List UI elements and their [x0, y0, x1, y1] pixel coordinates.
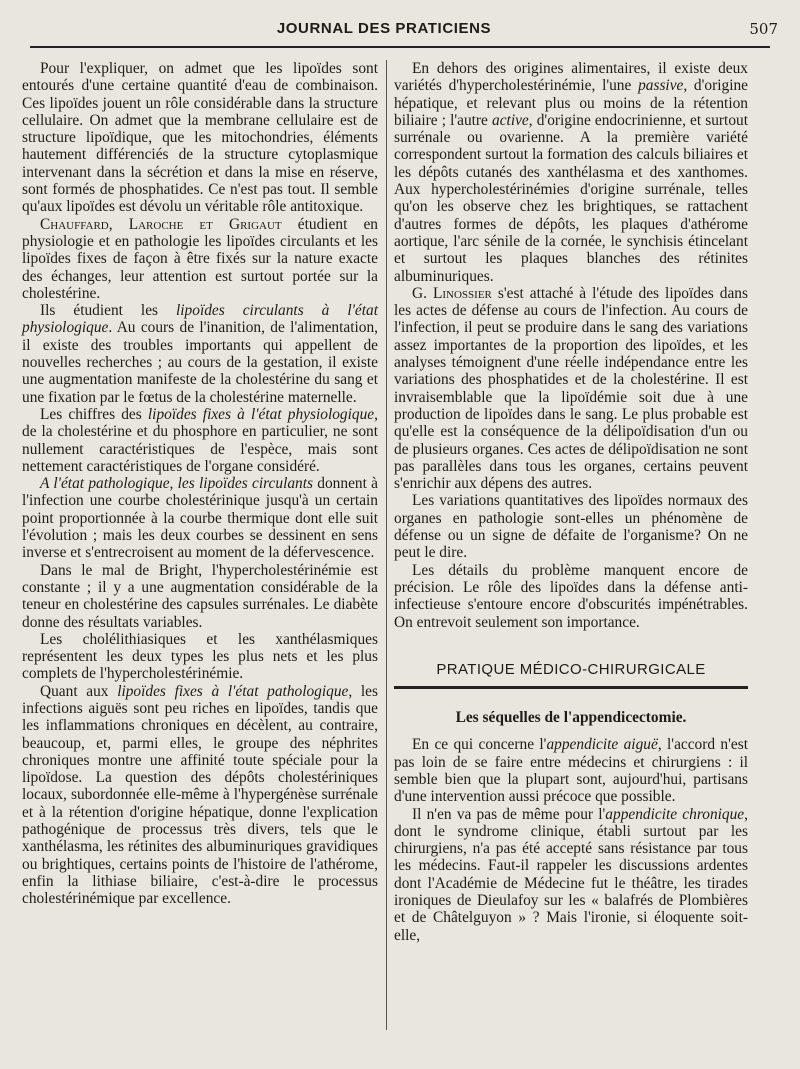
emphasis: lipoïdes fixes à l'état physiologique [147, 405, 375, 423]
emphasis: lipoïdes circulants à l'état physiologique [22, 302, 378, 337]
paragraph-text: . Au cours de l'inanition, de l'alimentation, il existe des troubles importants qui appellent de nouvelles recherches ; au cours de la gestation, il existe une augmentation manifeste de la cholestérine du sang et une fixation par le fœtus de la cholestérine maternelle. [22, 319, 378, 406]
paragraph-text: En ce qui concerne l' [412, 736, 547, 754]
section-rule [394, 686, 748, 689]
paragraph [22, 683, 378, 908]
paragraph-text: , d'origine endocrinienne, et surtout surrénale ou ovarienne. A la première variété correspondent surtout la formation des calculs biliaires et les dépôts cutanés des xanthélasma et des xanthomes. Aux hypercholestérinémies d'origine surrénale, telles qu'on les observe chez les brightiques, se rattachent d'autres formes de dépôts, les plaques d'athérome aortique, l'arc sénile de la cornée, le synchisis étincelant et surtout les plaques blanches des rétinites albuminuriques. [394, 111, 749, 285]
emphasis: appendicite chronique [605, 805, 745, 823]
emphasis: active [492, 111, 529, 129]
paragraph: Pour l'expliquer, on admet que les lipoïdes sont entourés d'une certaine quantité d'eau de combinaison. Ces lipoïdes jouent un rôle considérable dans la structure cellulaire. On admet que la membrane cellulaire est de structure lipoïdique, que les mitochondries, éléments hautement différenciés de la structure cytoplasmique intervenant dans la sécrétion et dans la mise en réserve, sont formés de phosphatides. Ce n'est pas tout. Il semble qu'aux lipoïdes est dévolu un véritable rôle antitoxique. [22, 60, 378, 216]
paragraph [394, 736, 748, 805]
paragraph-text: , de la cholestérine et du phosphore en particulier, ne sont nullement caractéristiques de l'espèce, mais sont nettement caractéristiques de l'organe considéré. [22, 405, 378, 475]
paragraph [22, 216, 378, 302]
paragraph-text: En dehors des origines alimentaires, il existe deux variétés d'hypercholestérinémie, l'une [394, 60, 748, 95]
paragraph-text: Quant aux [40, 682, 118, 700]
paragraph-text: Ils étudient les [40, 302, 176, 320]
emphasis: lipoïdes fixes à l'état pathologique [117, 682, 349, 700]
paragraph [22, 406, 378, 475]
right-column [394, 60, 748, 944]
paragraph: Les variations quantitatives des lipoïdes normaux des organes en pathologie sont-elles un phénomène de défense ou un signe de défaite de l'organisme? On ne peut le dire. [394, 492, 748, 562]
paragraph-text: , d'origine hépatique, et relevant plus ou moins de la rétention biliaire ; l'autre [394, 77, 748, 129]
paragraph-text: , l'accord n'est pas loin de se faire entre médecins et chirurgiens : il semble bien que la plupart sont, aujourd'hui, partisans d'une intervention aussi précoce que possible. [394, 736, 749, 806]
paragraph-text: Il n'en va pas de même pour l' [412, 805, 606, 823]
page-header [30, 18, 778, 46]
author-names: Chauffard, Laroche et Grigaut [40, 215, 282, 233]
paragraph [394, 60, 748, 285]
paragraph: Les cholélithiasiques et les xanthélasmiques représentent les deux types les plus nets et les plus complets de l'hypercholestérinémie. [22, 630, 378, 683]
paragraph-text: s'est attaché à l'étude des lipoïdes dans les actes de défense au cours de l'infection. Au cours de l'infection, il peut se produire dans le sang des variations assez importantes de la proportion des lipoïdes, et les analyses témoignent d'une réelle indépendance entre les variations des phosphatides et de la cholestérine. Il est invraisemblable que la lipoïdémie soit due à une production de lipoïdes dans le sang. Le plus probable est qu'elle est la conséquence de la délipoïdisation d'un ou de plusieurs organes. Ces actes de délipoïdisation ne sont pas parallèles dans tous les organes, certains peuvent s'enrichir aux dépens des autres. [394, 284, 748, 493]
paragraph-text: , dont le syndrome clinique, établi surtout par les chirurgiens, n'a pas été accepté sans résistance par tous les médecins. Faut-il rappeler les discussions ardentes dont l'Académie de Médecine fut le théâtre, les tirades ironiques de Dieulafoy sur les « balafrés de Plombières et de Châtelguyon » ? Mais l'ironie, si éloquente soit-elle, [394, 805, 748, 944]
paragraph [394, 285, 748, 493]
paragraph [394, 806, 748, 944]
column-divider [386, 60, 387, 1030]
journal-title: JOURNAL DES PRATICIENS [276, 20, 492, 37]
paragraph: Dans le mal de Bright, l'hypercholestérinémie est constante ; il y a une augmentation considérable de la teneur en cholestérine des capsules surrénales. Le diabète donne des résultats variables. [22, 561, 378, 631]
emphasis: appendicite aiguë [546, 736, 658, 754]
section-title: PRATIQUE MÉDICO-CHIRURGICALE [436, 660, 706, 678]
page-number: 507 [749, 20, 778, 38]
paragraph-text: Les chiffres des [40, 405, 148, 423]
paragraph-text: , les infections aiguës sont peu riches en lipoïdes, tandis que les inflammations chroniques en décèlent, au contraire, beaucoup, et, parmi elles, le groupe des néphrites chroniques montre une affinité toute spéciale pour la lipoïdose. La question des dépôts cholestériniques locaux, subordonnée elle-même à l'hypergénèse surrénale et à la rétention d'origine hépatique, donne l'explication pathogénique de processus très divers, tels que le xanthélasma, les rétinites des albuminuriques gravidiques ou brightiques, certains points de l'histoire de l'athérome, enfin la lithiase biliaire, c'est-à-dire le processus cholestérinémique par excellence. [22, 682, 378, 908]
emphasis: A l'état pathologique, les lipoïdes circulants [40, 475, 314, 493]
paragraph: Les détails du problème manquent encore de précision. Le rôle des lipoïdes dans la défense anti-infectieuse s'entoure encore d'obscurités impénétrables. On entrevoit seulement son importance. [394, 561, 748, 631]
author-name: G. Linossier [412, 284, 492, 302]
left-column [22, 60, 378, 908]
article-title: Les séquelles de l'appendicectomie. [455, 709, 687, 727]
paragraph [22, 475, 378, 561]
paragraph-text: donnent à l'infection une courbe cholestérinique jusqu'à un certain point proportionnée à la courbe thermique dont elle suit l'évolution ; mais les deux courbes se dessinent en sens inverse et s'entrecroisent au moment de la défervescence. [22, 475, 378, 562]
header-rule [30, 46, 770, 48]
paragraph-text: étudient en physiologie et en pathologie les lipoïdes circulants et les lipoïdes fixes de façon à être fixés sur la nature exacte des échanges, leur attention est surtout portée sur la cholestérine. [22, 215, 378, 302]
paragraph [22, 302, 378, 406]
emphasis: passive [638, 77, 684, 95]
